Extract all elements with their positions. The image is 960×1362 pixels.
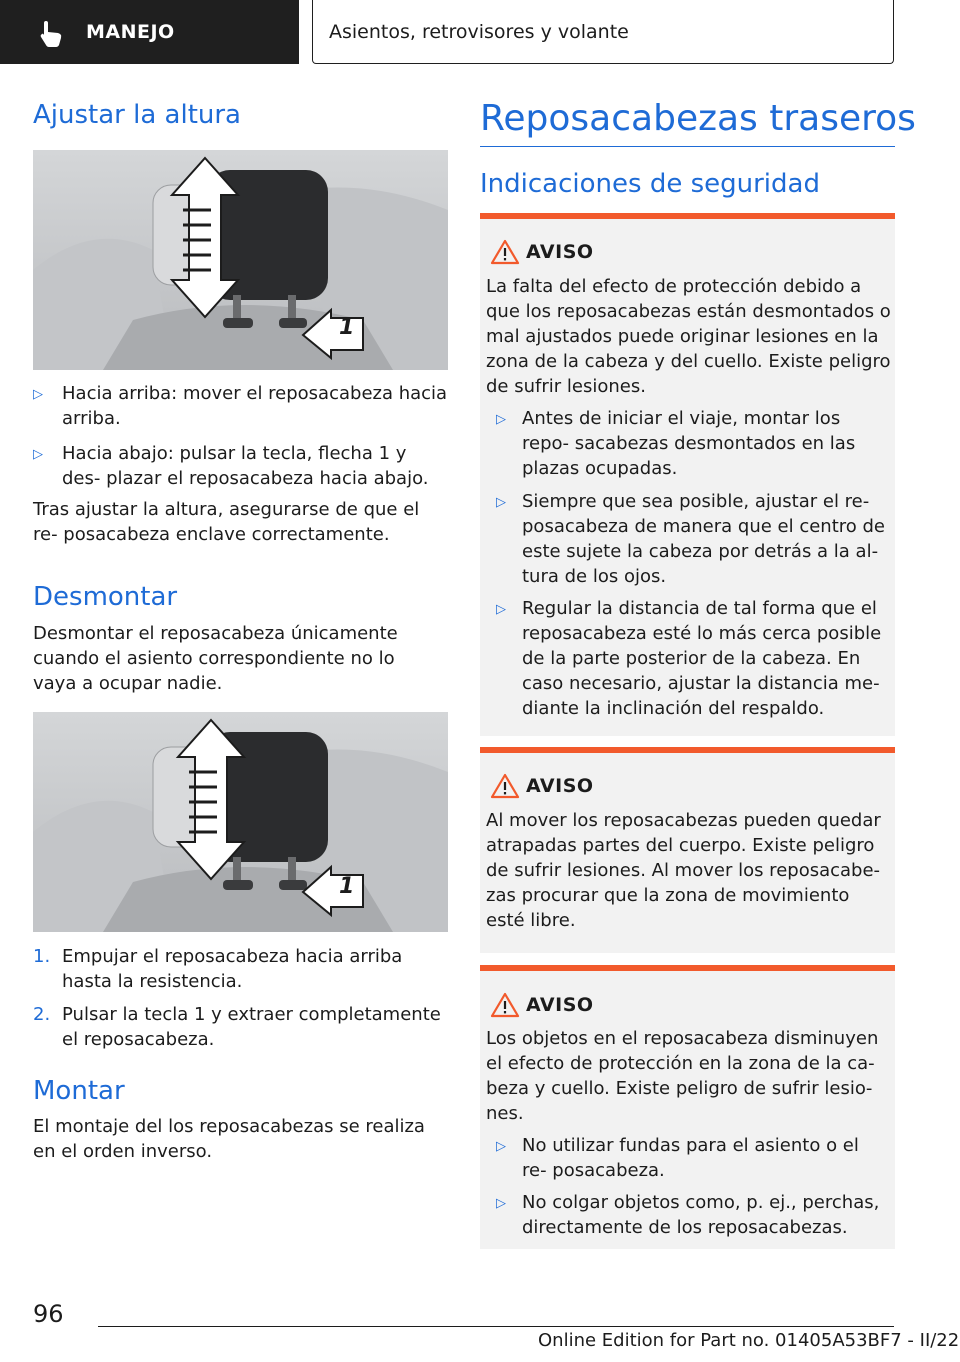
photo2-callout-number: 1 xyxy=(339,874,355,899)
footer-rule xyxy=(98,1326,894,1327)
safety-subtitle: Indicaciones de seguridad xyxy=(480,169,820,199)
warning-title: AVISO xyxy=(526,775,594,797)
warning-bar xyxy=(480,213,895,219)
warning-title: AVISO xyxy=(526,994,594,1016)
mount-text: El montaje del los reposacabezas se realiza en el orden inverso. xyxy=(33,1116,425,1162)
chapter-label: MANEJO xyxy=(86,21,175,43)
edition-text: Online Edition for Part no. 01405A53BF7 - II/22 xyxy=(538,1330,960,1351)
heading-adjust-height: Ajustar la altura xyxy=(33,100,241,130)
warning-bar xyxy=(480,965,895,971)
page-header xyxy=(0,0,960,66)
list-item: 1. Empujar el reposacabeza hacia arriba hasta la resistencia. xyxy=(33,946,403,992)
list-item: ▷ Siempre que sea posible, ajustar el re‐ posacabeza de manera que el centro de este sujete la cabeza por detrás a la al‐ tura de los ojos. xyxy=(496,491,885,587)
headrest-height-photo xyxy=(33,150,448,370)
list-item: ▷ No utilizar fundas para el asiento o el re‐ posacabeza. xyxy=(496,1135,859,1181)
list-item: ▷ Hacia abajo: pulsar la tecla, flecha 1 y des‐ plazar el reposacabeza hacia abajo. xyxy=(33,443,429,489)
warning-triangle-icon xyxy=(490,773,520,799)
remove-text: Desmontar el reposacabeza únicamente cuando el asiento correspondiente no lo vaya a ocupar nadie. xyxy=(33,623,398,694)
triangle-bullet-icon: ▷ xyxy=(496,1139,506,1154)
warning-triangle-icon xyxy=(490,239,520,265)
warning-text: Al mover los reposacabezas pueden quedar atrapadas partes del cuerpo. Existe peligro de sufrir lesiones. Al mover los reposacabe‐ zas procurar que la zona de movimiento esté libre. xyxy=(486,810,881,931)
heading-remove: Desmontar xyxy=(33,582,178,612)
warning-text: Los objetos en el reposacabeza disminuyen el efecto de protección en la zona de la ca‐ beza y cuello. Existe peligro de sufrir lesio‐ nes. xyxy=(486,1028,879,1124)
section-title: Reposacabezas traseros xyxy=(480,98,916,139)
warning-bar xyxy=(480,747,895,753)
warning-text: La falta del efecto de protección debido a que los reposacabezas están desmontados o mal ajustados puede originar lesiones en la zona de la cabeza y del cuello. Existe peligro de sufrir lesiones. xyxy=(486,276,891,397)
hand-pointer-icon xyxy=(38,20,66,48)
list-item: 2. Pulsar la tecla 1 y extraer completamente el reposacabeza. xyxy=(33,1004,441,1050)
warning-triangle-icon xyxy=(490,992,520,1018)
photo1-callout-number: 1 xyxy=(339,315,355,340)
list-item: ▷ Antes de iniciar el viaje, montar los repo‐ sacabezas desmontados en las plazas ocupadas. xyxy=(496,408,856,479)
section-label: Asientos, retrovisores y volante xyxy=(329,21,629,43)
triangle-bullet-icon: ▷ xyxy=(33,447,43,462)
warning-box xyxy=(480,213,895,736)
height-note: Tras ajustar la altura, asegurarse de que el re‐ posacabeza enclave correctamente. xyxy=(33,499,420,545)
triangle-bullet-icon: ▷ xyxy=(496,412,506,427)
warning-box xyxy=(480,965,895,1249)
section-tab xyxy=(312,0,894,64)
warning-box xyxy=(480,747,895,953)
list-item: ▷ No colgar objetos como, p. ej., perchas, directamente de los reposacabezas. xyxy=(496,1192,880,1238)
heading-mount: Montar xyxy=(33,1076,125,1106)
headrest-remove-photo xyxy=(33,712,448,932)
triangle-bullet-icon: ▷ xyxy=(496,495,506,510)
list-item: ▷ Hacia arriba: mover el reposacabeza hacia arriba. xyxy=(33,383,448,429)
chapter-tab xyxy=(0,0,299,64)
triangle-bullet-icon: ▷ xyxy=(496,602,506,617)
page-number: 96 xyxy=(33,1300,64,1328)
list-item: ▷ Regular la distancia de tal forma que el reposacabeza esté lo más cerca posible de la parte posterior de la cabeza. En caso necesario, ajustar la distancia me‐ diante la inclinación del respaldo. xyxy=(496,598,882,719)
title-rule xyxy=(480,146,895,147)
triangle-bullet-icon: ▷ xyxy=(33,387,43,402)
triangle-bullet-icon: ▷ xyxy=(496,1196,506,1211)
warning-title: AVISO xyxy=(526,241,594,263)
